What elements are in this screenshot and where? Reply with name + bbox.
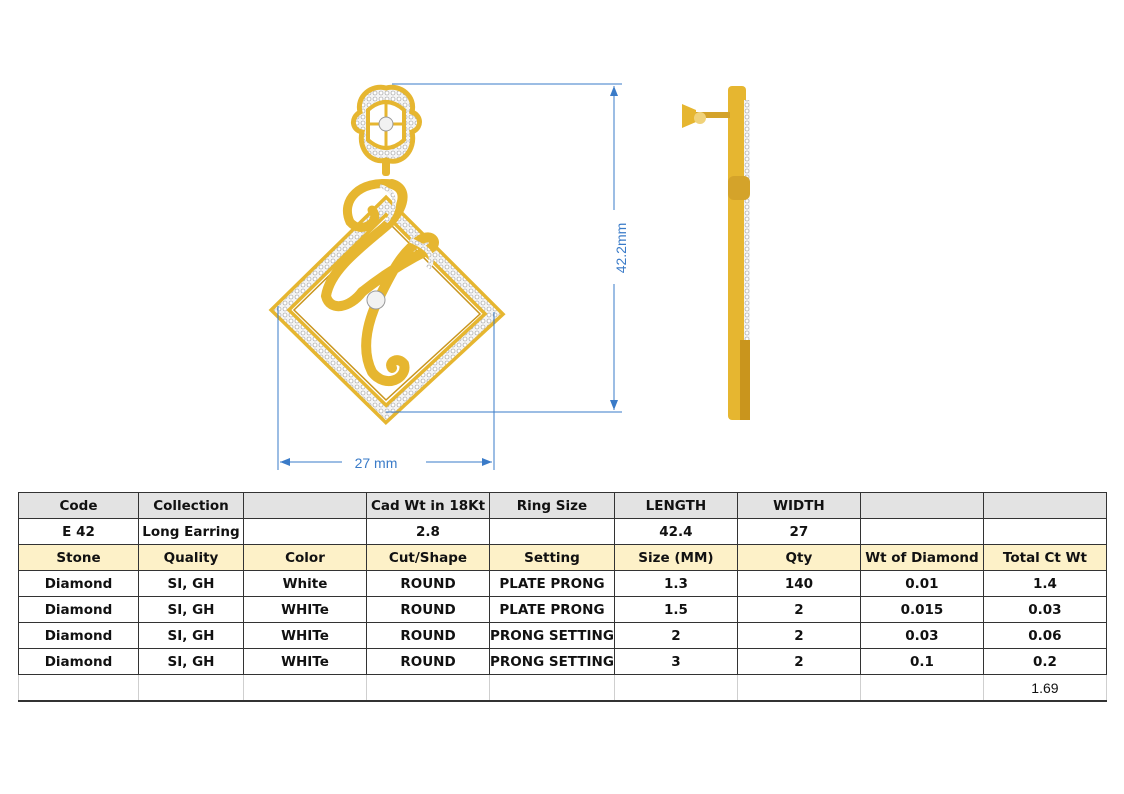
header-cell: LENGTH xyxy=(614,493,737,519)
table-cell: Diamond xyxy=(19,623,139,649)
table-cell: PLATE PRONG xyxy=(490,597,615,623)
table-cell: 2.8 xyxy=(367,519,490,545)
table-cell: 0.2 xyxy=(983,649,1106,675)
table-cell: 2 xyxy=(737,623,860,649)
header-values-row xyxy=(19,519,1107,545)
table-cell: 3 xyxy=(614,649,737,675)
table-cell: 2 xyxy=(737,649,860,675)
table-cell xyxy=(244,519,367,545)
stone-row xyxy=(19,571,1107,597)
table-cell xyxy=(244,675,367,702)
table-cell: 0.03 xyxy=(860,623,983,649)
header-cell: Code xyxy=(19,493,139,519)
table-cell: SI, GH xyxy=(139,623,244,649)
table-cell: PRONG SETTING xyxy=(490,623,615,649)
stone-header-cell: Total Ct Wt xyxy=(983,545,1106,571)
header-cell xyxy=(244,493,367,519)
table-cell: Diamond xyxy=(19,571,139,597)
stone-row xyxy=(19,623,1107,649)
table-cell: 0.01 xyxy=(860,571,983,597)
table-cell: ROUND xyxy=(367,649,490,675)
header-row xyxy=(19,493,1107,519)
table-cell: WHITe xyxy=(244,623,367,649)
table-cell: SI, GH xyxy=(139,649,244,675)
table-cell: 1.4 xyxy=(983,571,1106,597)
spec-table xyxy=(18,492,1107,702)
table-cell: 140 xyxy=(737,571,860,597)
table-cell: Long Earring xyxy=(139,519,244,545)
table-cell: SI, GH xyxy=(139,571,244,597)
table-cell: 1.3 xyxy=(614,571,737,597)
stone-header-cell: Size (MM) xyxy=(614,545,737,571)
center-diamond xyxy=(367,291,385,309)
header-cell: Cad Wt in 18Kt xyxy=(367,493,490,519)
total-ct-wt: 1.69 xyxy=(983,675,1106,702)
stone-header-cell: Color xyxy=(244,545,367,571)
table-cell xyxy=(490,519,615,545)
center-diamond-top xyxy=(379,117,393,131)
stone-row xyxy=(19,597,1107,623)
table-cell: WHITe xyxy=(244,649,367,675)
table-cell xyxy=(860,519,983,545)
table-cell xyxy=(983,519,1106,545)
table-cell xyxy=(737,675,860,702)
table-cell: 27 xyxy=(737,519,860,545)
header-cell: WIDTH xyxy=(737,493,860,519)
table-cell xyxy=(490,675,615,702)
table-cell: WHITe xyxy=(244,597,367,623)
table-cell: 42.4 xyxy=(614,519,737,545)
table-cell xyxy=(19,675,139,702)
table-cell: ROUND xyxy=(367,623,490,649)
table-cell: SI, GH xyxy=(139,597,244,623)
table-cell: 0.06 xyxy=(983,623,1106,649)
table-cell xyxy=(614,675,737,702)
table-cell: ROUND xyxy=(367,571,490,597)
stone-header-cell: Setting xyxy=(490,545,615,571)
width-label: 27 mm xyxy=(354,455,398,471)
stone-header-cell: Stone xyxy=(19,545,139,571)
stone-header-cell: Wt of Diamond xyxy=(860,545,983,571)
header-cell xyxy=(983,493,1106,519)
table-cell: 2 xyxy=(614,623,737,649)
table-cell: PLATE PRONG xyxy=(490,571,615,597)
table-cell: 0.015 xyxy=(860,597,983,623)
table-cell: Diamond xyxy=(19,597,139,623)
total-row xyxy=(19,675,1107,702)
header-cell: Ring Size xyxy=(490,493,615,519)
stone-header-cell: Cut/Shape xyxy=(367,545,490,571)
table-cell: E 42 xyxy=(19,519,139,545)
table-cell: White xyxy=(244,571,367,597)
table-cell: 2 xyxy=(737,597,860,623)
header-cell xyxy=(860,493,983,519)
stone-row xyxy=(19,649,1107,675)
stone-header-cell: Quality xyxy=(139,545,244,571)
header-cell: Collection xyxy=(139,493,244,519)
table-cell: ROUND xyxy=(367,597,490,623)
table-cell xyxy=(860,675,983,702)
table-cell xyxy=(367,675,490,702)
length-label: 42.2mm xyxy=(613,222,629,274)
table-cell: Diamond xyxy=(19,649,139,675)
table-cell: 0.1 xyxy=(860,649,983,675)
table-cell: 1.5 xyxy=(614,597,737,623)
earring-front-view xyxy=(280,87,494,414)
table-cell xyxy=(139,675,244,702)
earring-side-view xyxy=(682,86,750,420)
stone-header-cell: Qty xyxy=(737,545,860,571)
stone-header-row xyxy=(19,545,1107,571)
table-cell: PRONG SETTING xyxy=(490,649,615,675)
table-cell: 0.03 xyxy=(983,597,1106,623)
